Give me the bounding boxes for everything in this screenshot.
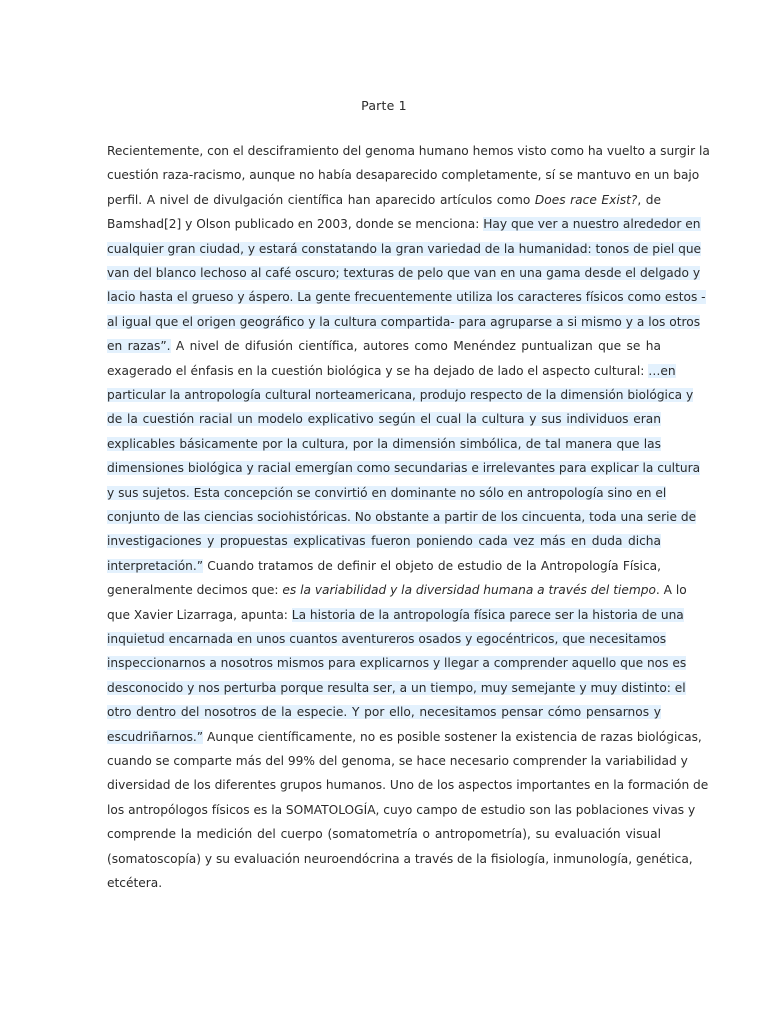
text-segment: Recientemente, con el desciframiento del genoma humano hemos visto como ha vuelto a surgir la xyxy=(107,144,710,158)
highlighted-quote: desconocido y nos perturba porque resulta ser, a un tiempo, muy semejante y muy distinto: el xyxy=(107,680,686,695)
text-line xyxy=(107,141,710,161)
text-segment: A nivel de difusión científica, autores como Menéndez puntualizan que se ha xyxy=(170,339,661,354)
highlighted-quote: cualquier gran ciudad, y estará constatando la gran variedad de la humanidad: tonos de piel que xyxy=(107,241,702,256)
text-segment: . A lo xyxy=(655,583,687,598)
page-title: Parte 1 xyxy=(361,98,407,113)
text-line xyxy=(107,605,684,625)
highlighted-quote: …en xyxy=(648,363,676,378)
highlighted-quote: y sus sujetos. Esta concepción se convirtió en dominante no sólo en antropología sino en el xyxy=(107,485,667,500)
text-line xyxy=(107,751,688,771)
highlighted-quote: inquietud encarnada en unos cuantos aventureros osados y egocéntricos, que necesitamos xyxy=(107,632,667,646)
text-line xyxy=(107,556,661,576)
text-line xyxy=(107,653,687,673)
text-line xyxy=(107,775,709,795)
highlighted-quote: conjunto de las ciencias sociohistóricas. No obstante a partir de los cincuenta, toda una serie de xyxy=(107,510,697,524)
text-segment: , de xyxy=(637,192,662,207)
text-line xyxy=(107,214,701,234)
highlighted-quote: La historia de la antropología física parece ser la historia de una xyxy=(291,607,684,622)
italic-text: es la variabilidad y la diversidad humana a través del tiempo xyxy=(282,583,656,598)
text-line xyxy=(107,409,661,429)
text-line xyxy=(107,165,700,185)
highlighted-quote: dimensiones biológica y racial emergían como secundarias e irrelevantes para explicar la cultura xyxy=(107,461,701,476)
text-line xyxy=(107,507,697,527)
text-segment: Cuando tratamos de definir el objeto de estudio de la Antropología Física, xyxy=(203,558,661,573)
text-segment: los antropólogos físicos es la SOMATOLOGÍA, cuyo campo de estudio son las poblaciones vivas y xyxy=(107,802,696,817)
text-segment: cuestión raza-racismo, aunque no había desaparecido completamente, sí se mantuvo en un bajo xyxy=(107,168,700,183)
text-line xyxy=(107,873,661,893)
text-line xyxy=(107,287,706,307)
highlighted-quote: interpretación.” xyxy=(107,558,204,573)
text-segment: que Xavier Lizarraga, apunta: xyxy=(107,607,292,622)
highlighted-quote: particular la antropología cultural norteamericana, produjo respecto de la dimensión biológica y xyxy=(107,388,694,402)
highlighted-quote: otro dentro del nosotros de la especie. Y por ello, necesitamos pensar cómo pensarnos y xyxy=(107,705,661,720)
highlighted-quote: van del blanco lechoso al café oscuro; texturas de pelo que van en una gama desde el delgado y xyxy=(107,266,701,280)
highlighted-quote: en razas”. xyxy=(107,339,171,354)
text-line xyxy=(107,531,661,551)
highlighted-quote: de la cuestión racial un modelo explicativo según el cual la cultura y sus individuos eran xyxy=(107,412,661,427)
text-line xyxy=(107,458,701,478)
text-line xyxy=(107,702,661,722)
highlighted-quote: investigaciones y propuestas explicativas fueron poniendo cada vez más en duda dicha xyxy=(107,534,661,549)
highlighted-quote: Hay que ver a nuestro alrededor en xyxy=(483,217,701,232)
text-line xyxy=(107,336,661,356)
text-segment: Aunque científicamente, no es posible sostener la existencia de razas biológicas, xyxy=(203,729,702,744)
highlighted-quote: al igual que el origen geográfico y la cultura compartida- para agruparse a si mismo y a los otros xyxy=(107,314,701,329)
highlighted-quote: inspeccionarnos a nosotros mismos para explicarnos y llegar a comprender aquello que nos es xyxy=(107,656,687,671)
highlighted-quote: lacio hasta el grueso y áspero. La gente frecuentemente utiliza los caracteres físicos como estos - xyxy=(107,290,706,305)
text-line xyxy=(107,434,661,454)
text-line xyxy=(107,263,701,283)
text-segment: cuando se comparte más del 99% del genoma, se hace necesario comprender la variabilidad y xyxy=(107,754,688,768)
text-segment: etcétera. xyxy=(107,876,163,890)
text-segment: generalmente decimos que: xyxy=(107,583,283,598)
text-line xyxy=(107,190,661,210)
text-line xyxy=(107,385,694,405)
text-line xyxy=(107,629,667,649)
text-line xyxy=(107,678,686,698)
text-line xyxy=(107,849,693,869)
text-line xyxy=(107,824,661,844)
highlighted-quote: escudriñarnos.” xyxy=(107,729,204,744)
text-segment: perfil. A nivel de divulgación científica han aparecido artículos como xyxy=(107,192,535,207)
text-line xyxy=(107,580,687,600)
text-segment: comprende la medición del cuerpo (somatometría o antropometría), su evaluación visual xyxy=(107,827,661,842)
text-line xyxy=(107,483,667,503)
text-line xyxy=(107,361,676,381)
text-segment: Bamshad[2] y Olson publicado en 2003, donde se menciona: xyxy=(107,217,484,232)
text-line xyxy=(107,239,702,259)
highlighted-quote: explicables básicamente por la cultura, por la dimensión simbólica, de tal manera que las xyxy=(107,436,661,451)
text-segment: diversidad de los diferentes grupos humanos. Uno de los aspectos importantes en la formación de xyxy=(107,778,709,793)
text-line xyxy=(107,727,702,747)
text-segment: (somatoscopía) y su evaluación neuroendócrina a través de la fisiología, inmunología, genética, xyxy=(107,851,693,866)
text-line xyxy=(107,800,696,820)
text-segment: exagerado el énfasis en la cuestión biológica y se ha dejado de lado el aspecto cultural: xyxy=(107,363,649,378)
text-line xyxy=(107,312,701,332)
italic-text: Does race Exist? xyxy=(534,192,638,207)
